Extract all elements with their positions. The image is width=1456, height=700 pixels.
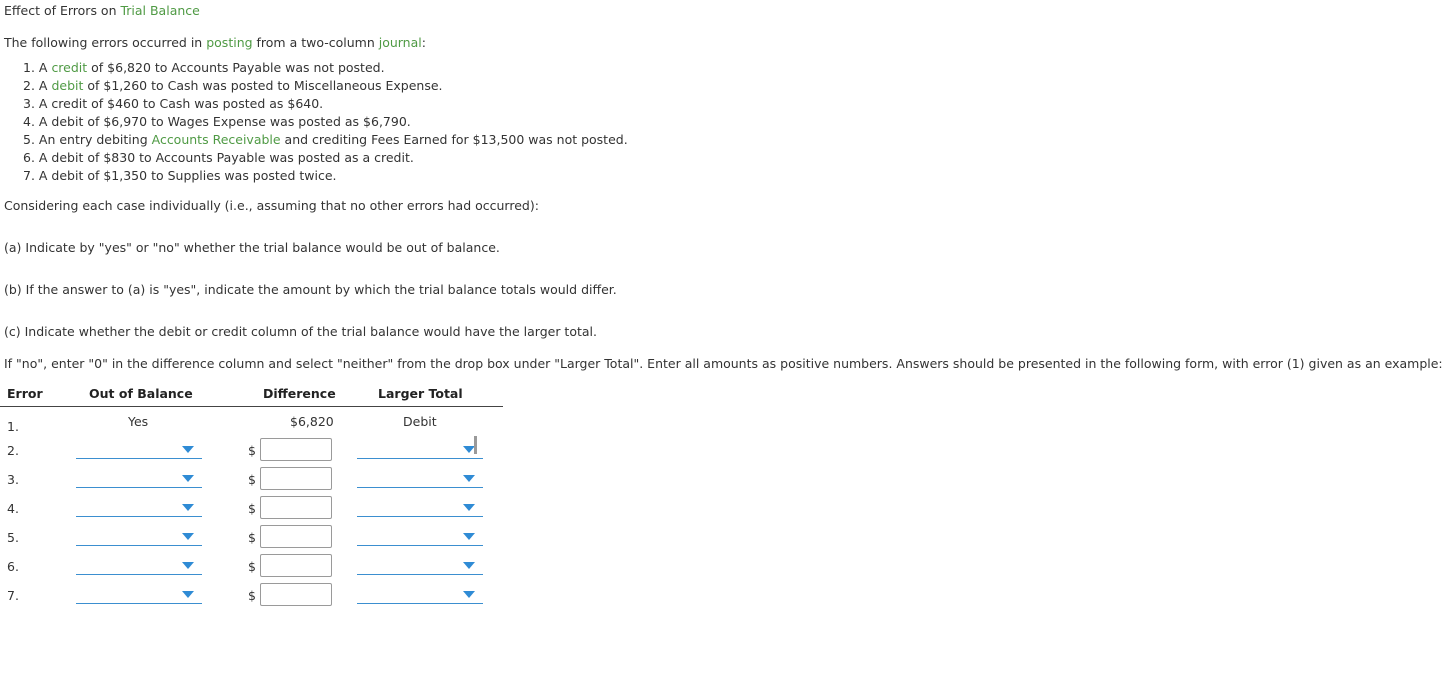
- table-row-3: [0, 467, 503, 496]
- example-larger-total: Debit: [403, 414, 437, 429]
- larger-total-select[interactable]: [357, 467, 483, 488]
- journal-link[interactable]: journal: [378, 35, 422, 50]
- out-of-balance-select[interactable]: [76, 583, 202, 604]
- title-text: Effect of Errors on: [4, 3, 121, 18]
- out-of-balance-select[interactable]: [76, 438, 202, 459]
- error-2-text-a: 2. A: [23, 78, 52, 93]
- chevron-down-icon: [182, 591, 194, 598]
- header-larger-total: Larger Total: [378, 386, 463, 401]
- chevron-down-icon: [182, 475, 194, 482]
- chevron-down-icon: [463, 533, 475, 540]
- example-difference: $6,820: [290, 414, 334, 429]
- header-error: Error: [7, 386, 43, 401]
- considering-text: Considering each case individually (i.e., assuming that no other errors had occurred):: [4, 198, 539, 213]
- debit-link[interactable]: debit: [51, 78, 84, 93]
- difference-input[interactable]: [260, 583, 332, 606]
- error-item-1: [23, 59, 628, 77]
- currency-symbol: $: [248, 559, 256, 574]
- errors-list: [23, 59, 628, 185]
- error-2-text-b: of $1,260 to Cash was posted to Miscellaneous Expense.: [83, 78, 443, 93]
- table-row-4: [0, 496, 503, 525]
- larger-total-select[interactable]: [357, 554, 483, 575]
- intro-text: [4, 35, 426, 50]
- row-number: 3.: [7, 472, 19, 487]
- chevron-down-icon: [182, 562, 194, 569]
- intro-part-2: from a two-column: [252, 35, 379, 50]
- example-out-of-balance: Yes: [128, 414, 149, 429]
- instructions-text: If "no", enter "0" in the difference column and select "neither" from the drop box under "Larger Total". Enter all amounts as positive numbers. Answers should be presented in the following form, with error (1) given as an example:: [4, 356, 1443, 371]
- row-number: 4.: [7, 501, 19, 516]
- out-of-balance-select[interactable]: [76, 525, 202, 546]
- larger-total-select[interactable]: [357, 438, 483, 459]
- intro-part-1: The following errors occurred in: [4, 35, 207, 50]
- table-row-5: [0, 525, 503, 554]
- error-item-3: 3. A credit of $460 to Cash was posted as $640.: [23, 96, 324, 111]
- currency-symbol: $: [248, 501, 256, 516]
- table-row-6: [0, 554, 503, 583]
- error-1-text-a: 1. A: [23, 60, 52, 75]
- error-item-7: 7. A debit of $1,350 to Supplies was posted twice.: [23, 168, 337, 183]
- larger-total-select[interactable]: [357, 583, 483, 604]
- currency-symbol: $: [248, 588, 256, 603]
- question-b: (b) If the answer to (a) is "yes", indicate the amount by which the trial balance totals would differ.: [4, 282, 617, 297]
- error-item-6: 6. A debit of $830 to Accounts Payable was posted as a credit.: [23, 150, 414, 165]
- difference-input[interactable]: [260, 438, 332, 461]
- header-out-of-balance: Out of Balance: [89, 386, 193, 401]
- accounts-receivable-link[interactable]: Accounts Receivable: [151, 132, 281, 147]
- credit-link[interactable]: credit: [51, 60, 88, 75]
- error-1-text-b: of $6,820 to Accounts Payable was not posted.: [87, 60, 385, 75]
- error-item-4: 4. A debit of $6,970 to Wages Expense was posted as $6,790.: [23, 114, 411, 129]
- row-number: 6.: [7, 559, 19, 574]
- text-cursor: [474, 436, 477, 454]
- chevron-down-icon: [182, 504, 194, 511]
- row-number: 1.: [7, 419, 19, 434]
- posting-link[interactable]: posting: [206, 35, 253, 50]
- error-item-5: [23, 131, 628, 149]
- difference-input[interactable]: [260, 554, 332, 577]
- currency-symbol: $: [248, 443, 256, 458]
- question-a: (a) Indicate by "yes" or "no" whether the trial balance would be out of balance.: [4, 240, 500, 255]
- row-number: 2.: [7, 443, 19, 458]
- chevron-down-icon: [182, 533, 194, 540]
- row-number: 7.: [7, 588, 19, 603]
- chevron-down-icon: [463, 562, 475, 569]
- table-header: [0, 382, 503, 407]
- currency-symbol: $: [248, 472, 256, 487]
- out-of-balance-select[interactable]: [76, 467, 202, 488]
- larger-total-select[interactable]: [357, 525, 483, 546]
- question-c: (c) Indicate whether the debit or credit column of the trial balance would have the larger total.: [4, 324, 597, 339]
- error-5-text-a: 5. An entry debiting: [23, 132, 152, 147]
- table-row-2: [0, 438, 503, 467]
- difference-input[interactable]: [260, 467, 332, 490]
- chevron-down-icon: [463, 504, 475, 511]
- answer-table: [0, 382, 503, 603]
- table-row-7: [0, 583, 503, 612]
- page-title: [4, 3, 200, 18]
- chevron-down-icon: [182, 446, 194, 453]
- header-difference: Difference: [263, 386, 336, 401]
- out-of-balance-select[interactable]: [76, 496, 202, 517]
- error-item-2: [23, 77, 628, 95]
- trial-balance-link[interactable]: Trial Balance: [120, 3, 200, 18]
- larger-total-select[interactable]: [357, 496, 483, 517]
- difference-input[interactable]: [260, 525, 332, 548]
- currency-symbol: $: [248, 530, 256, 545]
- error-5-text-b: and crediting Fees Earned for $13,500 was not posted.: [280, 132, 628, 147]
- chevron-down-icon: [463, 475, 475, 482]
- chevron-down-icon: [463, 591, 475, 598]
- row-number: 5.: [7, 530, 19, 545]
- difference-input[interactable]: [260, 496, 332, 519]
- intro-part-3: :: [421, 35, 426, 50]
- out-of-balance-select[interactable]: [76, 554, 202, 575]
